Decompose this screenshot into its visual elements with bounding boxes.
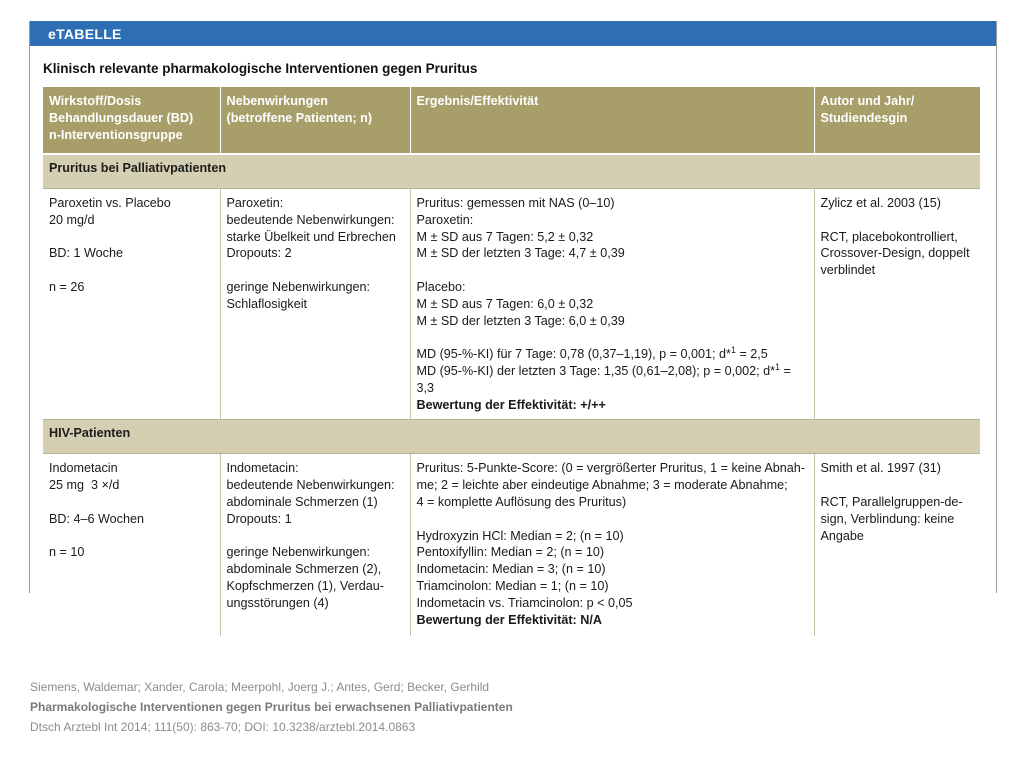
table-header-row: [43, 87, 980, 154]
md-7-days: MD (95-%-KI) für 7 Tage: 0,78 (0,37–1,19), p = 0,001; d*$^1$ = 2,5: [416, 344, 768, 362]
citation-source: Dtsch Arztebl Int 2014; 111(50): 863-70; DOI: 10.3238/arztebl.2014.0863: [30, 720, 416, 734]
author-cell: Smith et al. 1997 (31) RCT, Parallelgruppen-de- sign, Verblindung: keine Angabe: [820, 461, 963, 543]
citation-authors: Siemens, Waldemar; Xander, Carola; Meerpohl, Joerg J.; Antes, Gerd; Becker, Gerhild: [30, 680, 490, 694]
table-row: [43, 454, 980, 637]
md-3-days: MD (95-%-KI) der letzten 3 Tage: 1,35 (0,61–2,08); p = 0,002; d*$^1$ = 3,3: [416, 361, 791, 395]
results-cell: Pruritus: 5-Punkte-Score: (0 = vergrößerter Pruritus, 1 = keine Abnah- me; 2 = leichte aber eindeutige Abnahme; 3 = moderate Abnahme; 4 = komplette Auflösung des Pruritus) Hydroxyzin HCl: Median = 2; (n = 10) Pentoxifyllin: Median = 2; (n = 10) Indometacin: Median = 3; (n = 10) Triamcinolon: Median = 1; (n = 10) Indometacin vs. Triamcinolon: p < 0,05 Bewertung der Effektivität: N/A: [410, 454, 814, 637]
author-cell: Zylicz et al. 2003 (15) RCT, placebokontrolliert, Crossover-Design, doppelt verblindet: [814, 189, 980, 420]
interventions-table: [43, 87, 980, 636]
table-title: Klinisch relevante pharmakologische Interventionen gegen Pruritus: [43, 61, 478, 76]
section-title: HIV-Patienten: [43, 420, 980, 454]
etabelle-label: eTABELLE: [48, 26, 122, 42]
effectiveness-rating: Bewertung der Effektivität: N/A: [416, 612, 602, 627]
drug-cell: Indometacin 25 mg 3 ×/d BD: 4–6 Wochen n = 10: [43, 454, 220, 637]
column-header-side-effects: Nebenwirkungen (betroffene Patienten; n): [220, 87, 410, 154]
section-title: Pruritus bei Palliativpatienten: [43, 154, 980, 189]
section-header-hiv: [43, 420, 980, 454]
side-effects-cell: Paroxetin: bedeutende Nebenwirkungen: starke Übelkeit und Erbrechen Dropouts: 2 geringe Nebenwirkungen: Schlaflosigkeit: [220, 189, 410, 420]
effectiveness-rating: Bewertung der Effektivität: +/++: [416, 397, 606, 412]
column-header-results: Ergebnis/Effektivität: [410, 87, 814, 154]
results-cell: Pruritus: gemessen mit NAS (0–10) Paroxetin: M ± SD aus 7 Tagen: 5,2 ± 0,32 M ± SD der letzten 3 Tage: 4,7 ± 0,39 Placebo: M ± SD aus 7 Tagen: 6,0 ± 0,32 M ± SD der letzten 3 Tage: 6,0 ± 0,39 MD (95-%-KI) für 7 Tage: 0,78 (0,37–1,19), p = 0,001; d*$^1$ = 2,5 MD (95-%-KI) der letzten 3 Tage: 1,35 (0,61–2,08); p = 0,002; d*$^1$ = 3,3 Bewertung der Effektivität: +/++: [410, 189, 814, 420]
section-header-palliative: [43, 154, 980, 189]
citation-title: Pharmakologische Interventionen gegen Pruritus bei erwachsenen Palliativpatienten: [30, 700, 513, 714]
table-row: [43, 189, 980, 420]
etabelle-header-bar: [30, 21, 996, 46]
column-header-author: Autor und Jahr/ Studiendesgin: [814, 87, 980, 154]
drug-cell: Paroxetin vs. Placebo 20 mg/d BD: 1 Woche n = 26: [43, 189, 220, 420]
column-header-drug: Wirkstoff/Dosis Behandlungsdauer (BD) n-Interventionsgruppe: [43, 87, 220, 154]
side-effects-cell: Indometacin: bedeutende Nebenwirkungen: abdominale Schmerzen (1) Dropouts: 1 geringe Nebenwirkungen: abdominale Schmerzen (2), Kopfschmerzen (1), Verdau- ungsstörungen (4): [220, 454, 410, 637]
